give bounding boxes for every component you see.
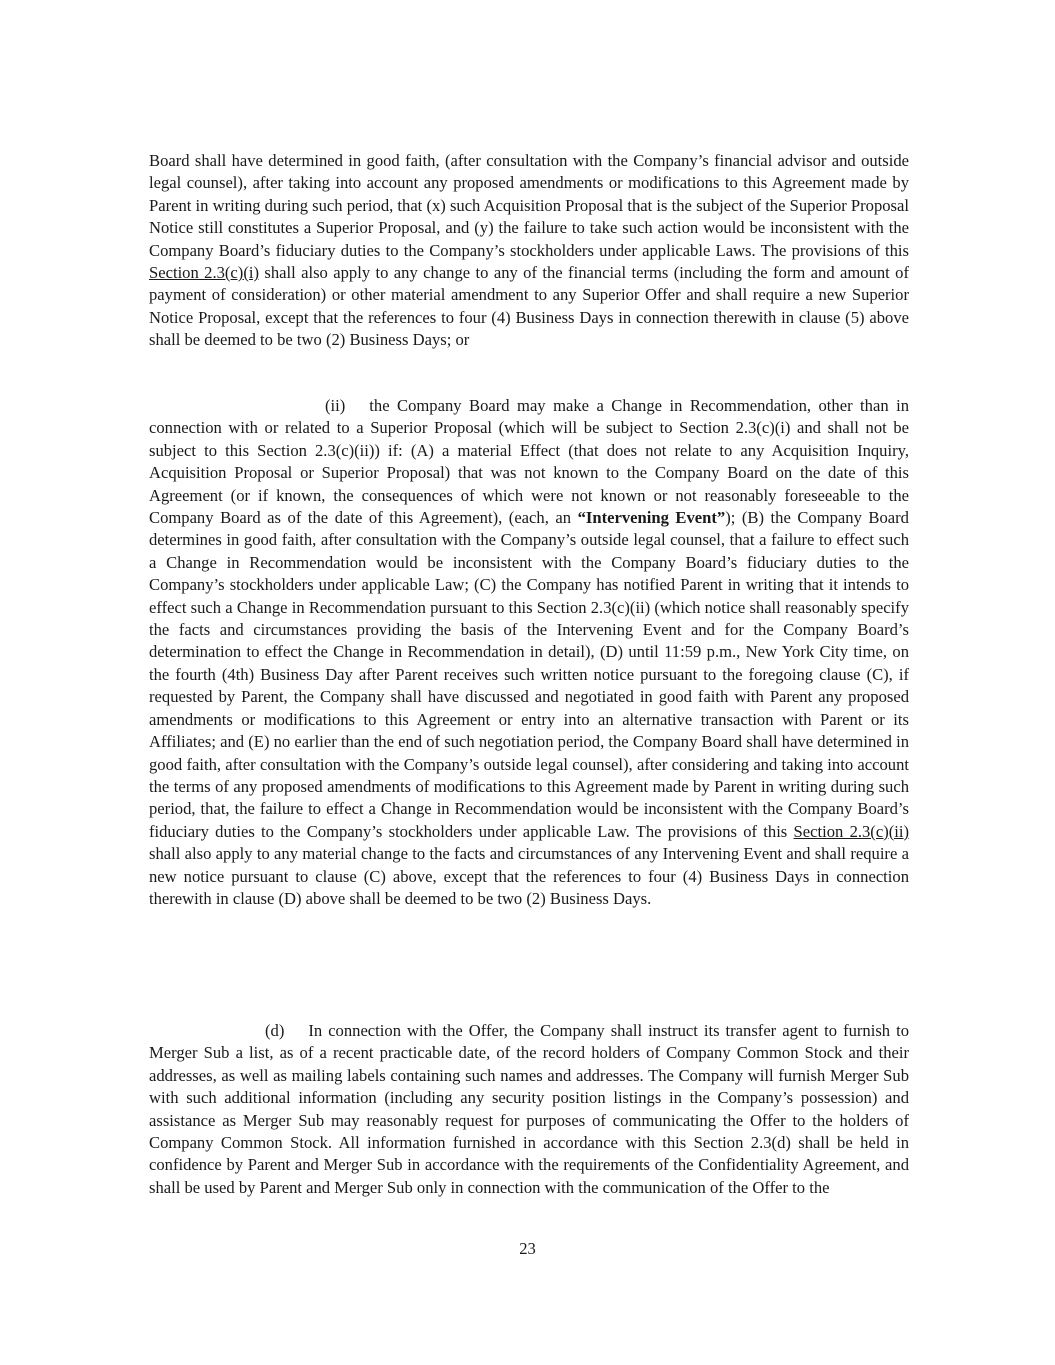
- section-2-3-c-ii-reference: Section 2.3(c)(ii): [793, 821, 909, 841]
- paragraph-superior-proposal-continuation: [149, 150, 909, 352]
- paragraph-intervening-event: [149, 395, 909, 910]
- paragraph-3-text: In connection with the Offer, the Company shall instruct its transfer agent to furnish to Merger Sub a list, as of a recent practicable date, of the record holders of Company Common Stock and their addresses, as well as mailing labels containing such names and addresses. The Company will furnish Merger Sub with such additional information (including any security position listings in the Company’s possession) and assistance as Merger Sub may reasonably request for purposes of communicating the Offer to the holders of Company Common Stock. All information furnished in accordance with this Section 2.3(d) shall be held in confidence by Parent and Merger Sub in accordance with the requirements of the Confidentiality Agreement, and shall be used by Parent and Merger Sub only in connection with the communication of the Offer to the: [149, 1021, 909, 1197]
- paragraph-2-text-b: ); (B) the Company Board determines in good faith, after consultation with the Company’s outside legal counsel, that a failure to effect such a Change in Recommendation would be inconsistent with the Company Board’s fiduciary duties to the Company’s stockholders under applicable Law; (C) the Company has notified Parent in writing that it intends to effect such a Change in Recommendation pursuant to this Section 2.3(c)(ii) (which notice shall reasonably specify the facts and circumstances providing the basis of the Intervening Event and for the Company Board’s determination to effect the Change in Recommendation in detail), (D) until 11:59 p.m., New York City time, on the fourth (4th) Business Day after Parent receives such written notice pursuant to the foregoing clause (C), if requested by Parent, the Company shall have discussed and negotiated in good faith with Parent any proposed amendments or modifications to this Agreement or entry into an alternative transaction with Parent or its Affiliates; and (E) no earlier than the end of such negotiation period, the Company Board shall have determined in good faith, after consultation with the Company’s outside legal counsel), after considering and taking into account the terms of any proposed amendments of modifications to this Agreement made by Parent in writing during such period, that, the failure to effect a Change in Recommendation would be inconsistent with the Company Board’s fiduciary duties to the Company’s stockholders under applicable Law. The provisions of this: [149, 508, 909, 841]
- paragraph-2-text-c: shall also apply to any material change to the facts and circumstances of any Intervening Event and shall require a new notice pursuant to clause (C) above, except that the references to four (4) Business Days in connection therewith in clause (D) above shall be deemed to be two (2) Business Days.: [149, 844, 909, 908]
- clause-number-d: (d): [265, 1021, 285, 1040]
- paragraph-1-text-b: shall also apply to any change to any of the financial terms (including the form and amount of payment of consideration) or other material amendment to any Superior Offer and shall require a new Superior Notice Proposal, except that the references to four (4) Business Days in connection therewith in clause (5) above shall be deemed to be two (2) Business Days; or: [149, 263, 910, 350]
- clause-number-ii: (ii): [325, 396, 346, 415]
- defined-term-intervening-event: “Intervening Event”: [577, 508, 726, 528]
- paragraph-2-text-a: the Company Board may make a Change in Recommendation, other than in connection with or related to a Superior Proposal (which will be subject to Section 2.3(c)(i) and shall not be subject to this Section 2.3(c)(ii)) if: (A) a material Effect (that does not relate to any Acquisition Inquiry, Acquisition Proposal or Superior Proposal) that was not known to the Company Board on the date of this Agreement (or if known, the consequences of which were not known or not reasonably foreseeable to the Company Board as of the date of this Agreement), (each, an: [149, 396, 909, 528]
- section-2-3-c-i-reference: Section 2.3(c)(i): [149, 263, 259, 283]
- paragraph-stockholder-list: [149, 1020, 909, 1199]
- page-number: 23: [519, 1239, 536, 1258]
- paragraph-1-text-a: Board shall have determined in good faith, (after consultation with the Company’s financial advisor and outside legal counsel), after taking into account any proposed amendments or modifications to this Agreement made by Parent in writing during such period, that (x) such Acquisition Proposal that is the subject of the Superior Proposal Notice still constitutes a Superior Proposal, and (y) the failure to take such action would be inconsistent with the Company Board’s fiduciary duties to the Company’s stockholders under applicable Laws. The provisions of this: [149, 151, 909, 260]
